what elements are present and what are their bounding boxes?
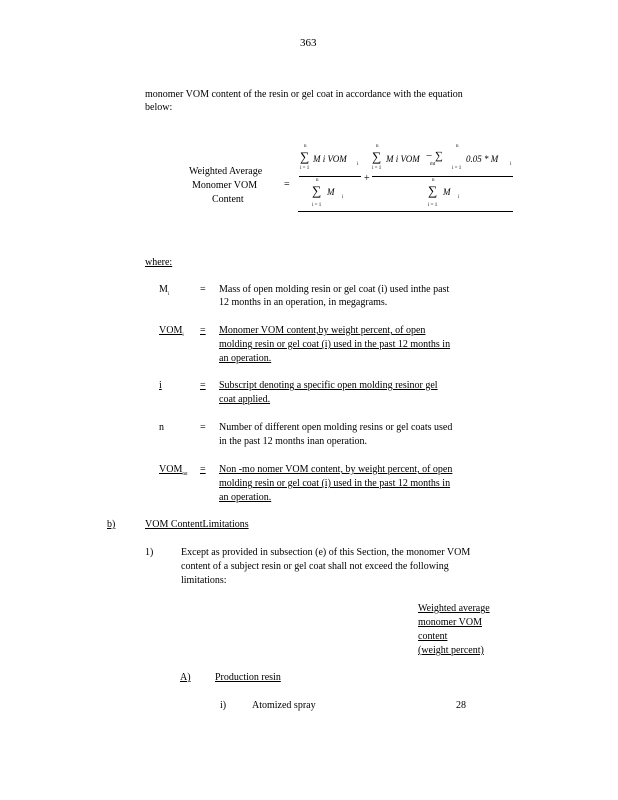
definition-symbol: n [159,422,164,433]
sum-lower-limit: i = 1 [428,203,438,208]
column-header-line-4: (weight percent) [418,645,484,656]
summation-symbol: ∑ [312,183,322,198]
definition-symbol: $VOM_{mt}$ [159,464,188,477]
definition-text-line-1: Number of different open molding resins or gel coats used [219,422,453,433]
sum-lower-limit: i = 1 [452,166,462,171]
definition-text-line-2: 12 months in an operation, in megagrams. [219,297,388,308]
subitem-text: Atomized spray [252,700,316,711]
definition-symbol: $M_i$ [159,284,170,297]
numerator-term-2-subscript: mt [430,162,436,167]
equals-sign: = [284,179,290,190]
column-header-line-1: Weighted average [418,603,490,614]
sum-upper-limit: n [316,178,319,183]
definition-equals: = [200,325,206,336]
sum-upper-limit: n [376,144,379,149]
sum-upper-limit: n [456,144,459,149]
definition-text-line-3: an operation. [219,353,272,364]
numerator-term-3: 0.05 * M [466,154,499,164]
subsection-label: A) [180,672,191,683]
where-label: where: [145,257,173,268]
intro-line-2: below: [145,102,173,113]
definition-text-line-2: coat applied. [219,394,271,405]
minus-summation: − ∑ [426,150,443,162]
item-text-line-1: Except as provided in subsection (e) of this Section, the monomer VOM [181,547,471,558]
summation-symbol: ∑ [372,149,382,164]
definition-symbol: $VOM_i$ [159,325,184,338]
fraction-bar-1 [299,176,361,177]
definition-equals: = [200,422,206,433]
definition-text-line-2: molding resin or gel coat (i) used in the past 12 months in [219,478,451,489]
definition-text-line-2: in the past 12 months inan operation. [219,436,368,447]
item-text-line-3: limitations: [181,575,227,586]
equation-label-line-2: Monomer VOM [192,180,258,191]
definition-equals: = [200,380,206,391]
subsection-title: Production resin [215,672,281,683]
sum-lower-limit: i = 1 [300,166,310,171]
intro-line-1: monomer VOM content of the resin or gel coat in accordance with the equation [145,89,463,100]
denominator-term-2-subscript: i [458,195,460,200]
sum-upper-limit: n [304,144,307,149]
fraction-bar-2 [372,176,513,177]
item-text-line-2: content of a subject resin or gel coat shall not exceed the following [181,561,449,572]
denominator-term-2: M [443,187,451,197]
section-title: VOM ContentLimitations [145,519,249,530]
plus-sign: + [364,173,370,184]
sum-lower-limit: i = 1 [312,203,322,208]
definition-equals: = [200,284,206,295]
definition-symbol: i [159,380,162,391]
definition-text-line-1: Subscript denoting a specific open molding resinor gel [219,380,438,391]
definition-text-line-1: Non -mo nomer VOM content, by weight percent, of open [219,464,453,475]
equation-label-line-1: Weighted Average [189,166,263,177]
definition-text-line-1: Monomer VOM content,by weight percent, of open [219,325,426,336]
definition-text-line-1: Mass of open molding resin or gel coat (i) used inthe past [219,284,450,295]
section-label: b) [107,519,116,530]
equation-label-line-3: Content [212,194,244,205]
subitem-label: i) [220,700,227,711]
sum-upper-limit: n [432,178,435,183]
numerator-term-1: M i VOM [313,154,347,164]
item-label: 1) [145,547,154,558]
numerator-term-2: M i VOM [386,154,420,164]
page-number: 363 [300,37,317,49]
numerator-term-3-subscript: i [510,162,512,167]
summation-symbol: ∑ [300,149,310,164]
numerator-term-1-subscript: i [357,162,359,167]
column-header-line-3: content [418,631,448,642]
sum-lower-limit: i = 1 [372,166,382,171]
definition-equals: = [200,464,206,475]
denominator-term-1-subscript: i [342,195,344,200]
definition-text-line-2: molding resin or gel coat (i) used in the past 12 months in [219,339,451,350]
denominator-term-1: M [327,187,335,197]
definition-text-line-3: an operation. [219,492,272,503]
main-fraction-bar [298,211,513,212]
subitem-value: 28 [456,700,466,711]
summation-symbol: ∑ [428,183,438,198]
column-header-line-2: monomer VOM [418,617,482,628]
